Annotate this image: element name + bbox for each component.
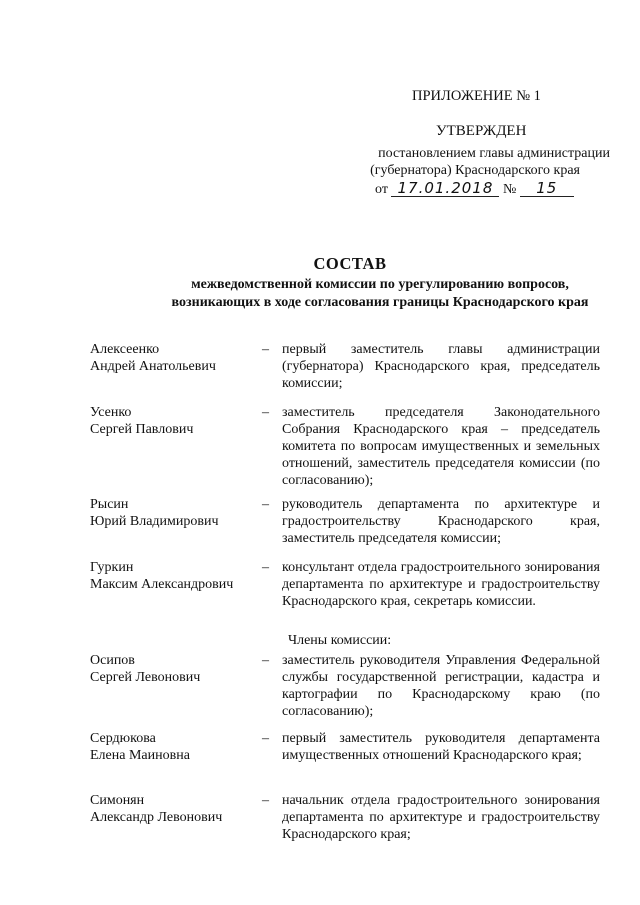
subtitle-line-1: межведомственной комиссии по урегулированию вопросов,: [191, 277, 569, 292]
from-label: от: [375, 182, 388, 197]
member-dash: –: [262, 653, 269, 668]
member-surname: Рысин: [90, 497, 129, 512]
member-dash: –: [262, 560, 269, 575]
member-dash: –: [262, 497, 269, 512]
member-given-name: Андрей Анатольевич: [90, 359, 216, 374]
member-role: начальник отдела градостроительного зонирования департамента по архитектуре и градостроительству Краснодарского края;: [282, 793, 600, 842]
member-dash: –: [262, 793, 269, 808]
document-subtitle: [60, 276, 640, 312]
member-given-name: Александр Левонович: [90, 810, 223, 825]
member-name: [90, 496, 260, 530]
date-number-line: [375, 180, 574, 198]
member-given-name: Елена Маиновна: [90, 748, 190, 763]
member-name: [90, 404, 260, 438]
member-name: [90, 792, 260, 826]
member-surname: Гуркин: [90, 560, 134, 575]
subtitle-line-2: возникающих в ходе согласования границы Краснодарского края: [171, 295, 589, 310]
member-given-name: Юрий Владимирович: [90, 514, 219, 529]
member-role: консультант отдела градостроительного зонирования департамента по архитектуре и градостроительству Краснодарского края, секретарь комиссии.: [282, 560, 600, 609]
member-given-name: Сергей Павлович: [90, 422, 194, 437]
decree-line: постановлением главы администрации: [378, 146, 610, 161]
handwritten-date: 17.01.2018: [391, 180, 499, 197]
approved-label: УТВЕРЖДЕН: [436, 123, 527, 139]
member-given-name: Сергей Левонович: [90, 670, 201, 685]
member-role: заместитель руководителя Управления Федеральной службы государственной регистрации, кадастра и картографии по Краснодарскому краю (по согласованию);: [282, 653, 600, 719]
member-name: [90, 559, 260, 593]
member-dash: –: [262, 342, 269, 357]
member-name: [90, 341, 260, 375]
member-role: руководитель департамента по архитектуре и градостроительству Краснодарского края, заместитель председателя комиссии;: [282, 497, 600, 546]
members-section-label: Члены комиссии:: [288, 633, 392, 648]
member-name: [90, 730, 260, 764]
member-surname: Сердюкова: [90, 731, 156, 746]
number-label: №: [502, 182, 517, 197]
member-role: заместитель председателя Законодательного Собрания Краснодарского края – председатель комитета по вопросам имущественных и земельных отношений, заместитель председателя комиссии (по согласованию);: [282, 405, 600, 488]
region-line: (губернатора) Краснодарского края: [370, 163, 580, 178]
member-role: первый заместитель главы администрации (губернатора) Краснодарского края, председатель комиссии;: [282, 342, 600, 391]
member-dash: –: [262, 405, 269, 420]
member-surname: Осипов: [90, 653, 135, 668]
member-role: первый заместитель руководителя департамента имущественных отношений Краснодарского края;: [282, 731, 600, 763]
member-name: [90, 652, 260, 686]
member-dash: –: [262, 731, 269, 746]
member-surname: Усенко: [90, 405, 132, 420]
member-given-name: Максим Александрович: [90, 577, 234, 592]
member-surname: Алексеенко: [90, 342, 160, 357]
handwritten-number: 15: [520, 180, 574, 197]
document-title: СОСТАВ: [313, 254, 387, 273]
member-surname: Симонян: [90, 793, 145, 808]
appendix-label: ПРИЛОЖЕНИЕ № 1: [412, 88, 541, 104]
